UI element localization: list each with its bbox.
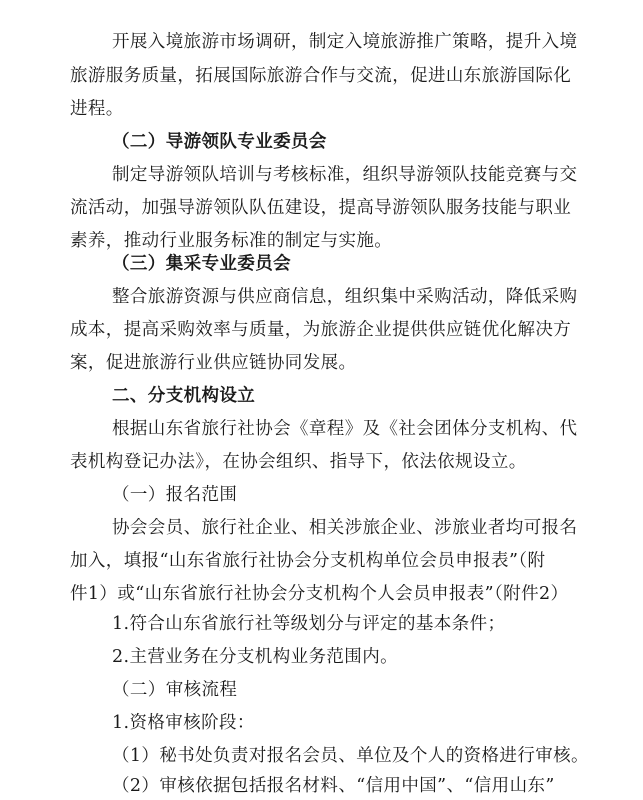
body-text-line: 表机构登记办法》，在协会组织、指导下，依法依规设立。 [70,452,527,472]
subsection-heading-2: （二）审核流程 [112,680,238,700]
body-text-line: 件1）或“山东省旅行社协会分支机构个人会员申报表”（附件2） [70,584,569,604]
body-text-line: 协会会员、旅行社企业、相关涉旅企业、涉旅业者均可报名 [112,518,578,538]
list-item: 1.资格审核阶段： [112,713,255,733]
chapter-heading: 二、分支机构设立 [112,386,256,406]
section-heading-2: （二）导游领队专业委员会 [112,132,327,152]
body-text-line: 制定导游领队培训与考核标准，组织导游领队技能竞赛与交 [112,165,578,185]
list-item: （2）审核依据包括报名材料、“信用中国”、“信用山东” [112,776,555,796]
body-text-line: 进程。 [70,99,124,119]
body-text-line: 成本，提高采购效率与质量，为旅游企业提供供应链优化解决方 [70,320,572,340]
body-text-line: 素养，推动行业服务标准的制定与实施。 [70,231,393,251]
body-text-line: 流活动，加强导游领队队伍建设，提高导游领队服务技能与职业 [70,198,572,218]
list-item: 1.符合山东省旅行社等级划分与评定的基本条件； [112,614,506,634]
list-item: 2.主营业务在分支机构业务范围内。 [112,647,398,667]
body-text-line: 旅游服务质量，拓展国际旅游合作与交流，促进山东旅游国际化 [70,66,572,86]
subsection-heading-1: （一）报名范围 [112,485,238,505]
section-heading-3: （三）集采专业委员会 [112,254,291,274]
body-text-line: 根据山东省旅行社协会《章程》及《社会团体分支机构、代 [112,419,578,439]
body-text-line: 案，促进旅游行业供应链协同发展。 [70,353,357,373]
body-text-line: 加入，填报“山东省旅行社协会分支机构单位会员申报表”（附 [70,551,546,571]
body-text-line: 整合旅游资源与供应商信息，组织集中采购活动，降低采购 [112,287,578,307]
list-item: （1）秘书处负责对报名会员、单位及个人的资格进行审核。 [112,746,589,766]
body-text-line: 开展入境旅游市场调研，制定入境旅游推广策略，提升入境 [112,32,578,52]
